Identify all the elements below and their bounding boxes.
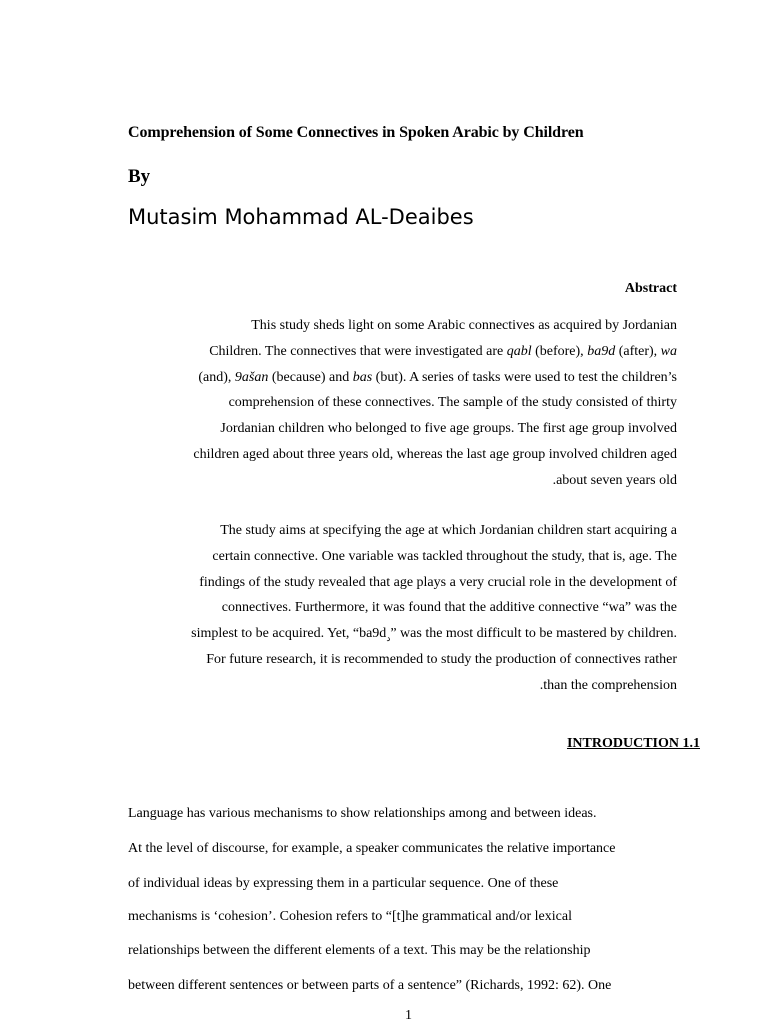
text-run: (because) and	[268, 370, 353, 385]
abstract-p2-line	[191, 626, 677, 646]
abstract-p1-line	[198, 370, 677, 386]
text-run: This study sheds light on some Arabic connectives as acquired by Jordanian	[251, 318, 677, 333]
text-run: .about seven years old	[552, 473, 677, 488]
abstract-p1-line	[553, 473, 677, 489]
italic-term: qabl	[506, 344, 532, 359]
author-name: Mutasim Mohammad AL-Deaibes	[128, 205, 474, 229]
text-run: Jordanian children who belonged to five age groups. The first age group involved	[220, 421, 677, 436]
italic-term: bas	[352, 370, 373, 385]
text-run: (and),	[198, 370, 235, 385]
text-run: Children. The connectives that were investigated are	[209, 344, 507, 359]
text-run: certain connective. One variable was tackled throughout the study, that is, age. The	[212, 549, 677, 564]
italic-term: wa	[660, 344, 677, 359]
by-label: By	[128, 166, 151, 187]
italic-term: ba9d	[587, 344, 616, 359]
intro-line: between different sentences or between parts of a sentence” (Richards, 1992: 62). One	[128, 978, 612, 993]
abstract-p1-line	[229, 395, 677, 411]
text-run: children aged about three years old, whereas the last age group involved children aged	[193, 447, 677, 462]
intro-line: of individual ideas by expressing them in a particular sequence. One of these	[128, 876, 559, 891]
text-run: (but). A series of tasks were used to test the children’s	[372, 370, 677, 385]
abstract-p1-line	[220, 421, 677, 437]
abstract-p1-line	[209, 344, 677, 360]
text-run: findings of the study revealed that age plays a very crucial role in the development of	[199, 575, 677, 590]
text-run: (after),	[615, 344, 661, 359]
abstract-p2-line	[206, 652, 677, 668]
intro-line: At the level of discourse, for example, a speaker communicates the relative importance	[128, 841, 616, 856]
text-run: connectives. Furthermore, it was found that the additive connective “wa” was the	[221, 600, 677, 615]
paper-title: Comprehension of Some Connectives in Spoken Arabic by Children	[128, 124, 584, 141]
text-run: (before),	[531, 344, 588, 359]
text-run: The study aims at specifying the age at which Jordanian children start acquiring a	[220, 523, 677, 538]
abstract-p2-line	[222, 600, 677, 616]
abstract-p2-line	[540, 678, 677, 694]
intro-line: mechanisms is ‘cohesion’. Cohesion refers to “[t]he grammatical and/or lexical	[128, 909, 572, 924]
italic-term: 9ašan	[234, 370, 269, 385]
abstract-p2-line	[199, 575, 677, 591]
abstract-p2-line	[220, 523, 677, 539]
page-number: 1	[405, 1008, 412, 1023]
text-run: د	[386, 632, 391, 643]
abstract-p1-line	[193, 447, 677, 463]
intro-line: relationships between the different elements of a text. This may be the relationship	[128, 943, 591, 958]
text-run: .than the comprehension	[539, 678, 677, 693]
text-run: comprehension of these connectives. The sample of the study consisted of thirty	[228, 395, 677, 410]
text-run: For future research, it is recommended to study the production of connectives rather	[206, 652, 677, 667]
abstract-p1-line	[251, 318, 677, 334]
abstract-p2-line	[212, 549, 677, 565]
section-heading: INTRODUCTION 1.1	[566, 736, 700, 751]
intro-line: Language has various mechanisms to show relationships among and between ideas.	[128, 806, 597, 821]
text-run: ” was the most difficult to be mastered by children.	[390, 626, 677, 641]
abstract-heading: Abstract	[624, 281, 677, 296]
text-run: simplest to be acquired. Yet, “ba9d	[191, 626, 387, 641]
